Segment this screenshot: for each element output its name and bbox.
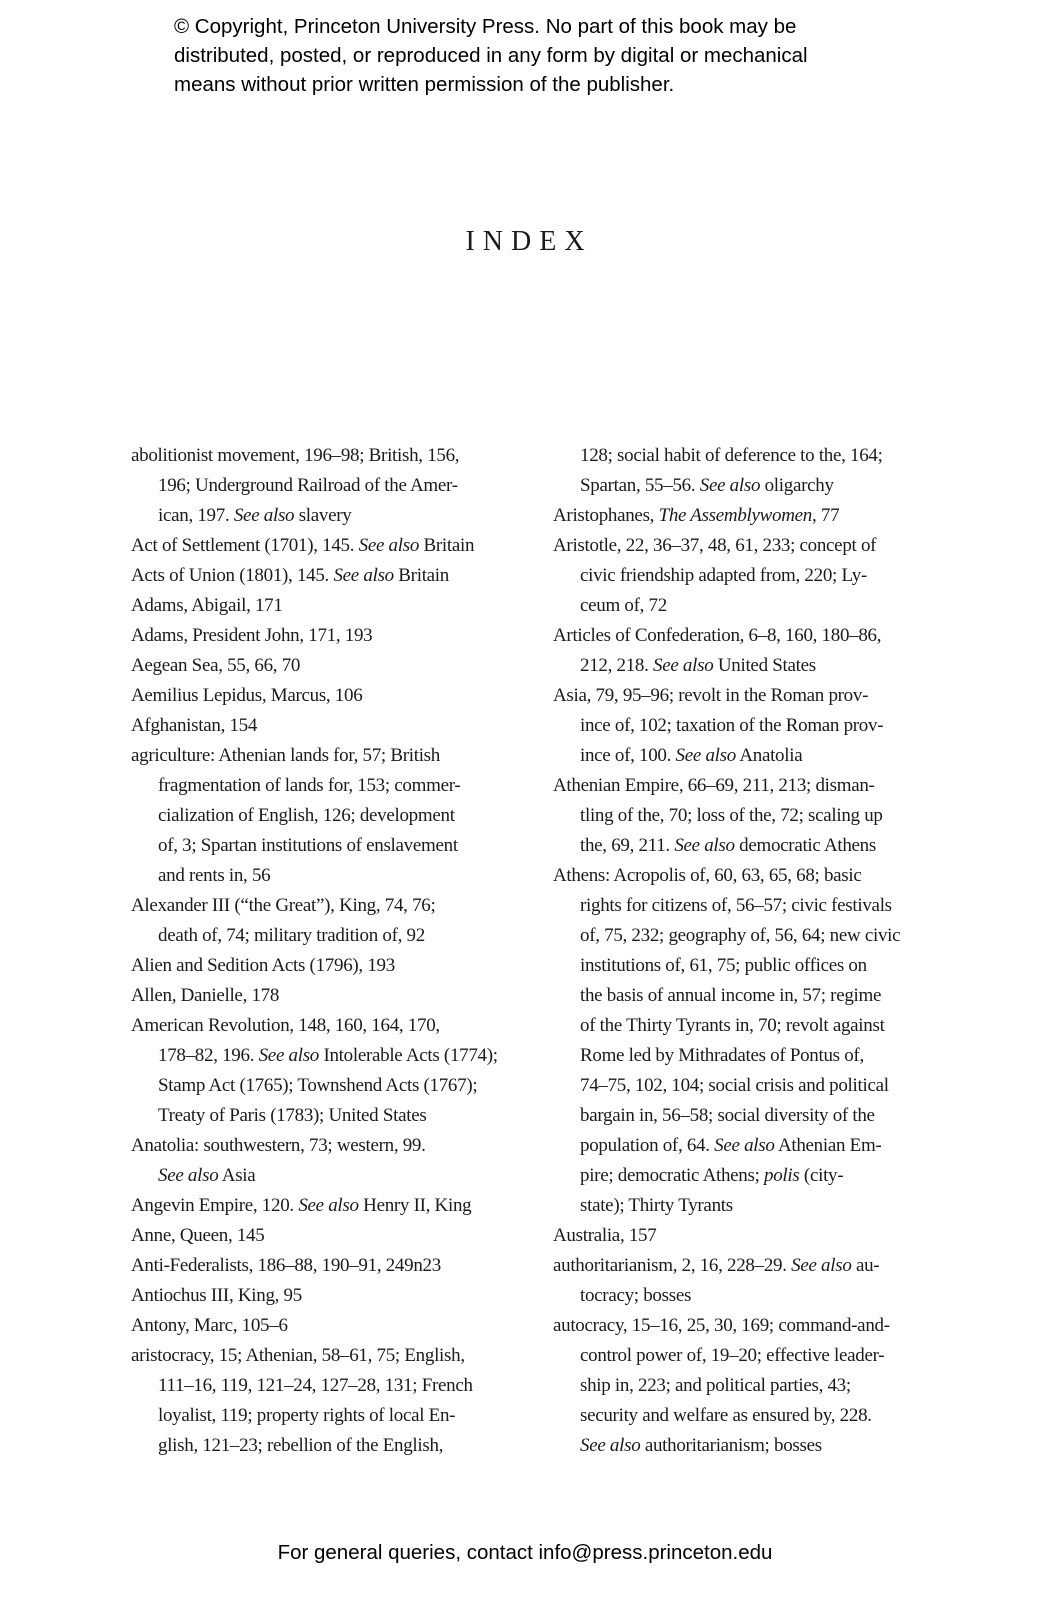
index-entry bbox=[131, 711, 503, 741]
index-entry bbox=[131, 1341, 503, 1461]
index-entry-line: Australia, 157 bbox=[553, 1225, 657, 1246]
index-entry-line: Treaty of Paris (1783); United States bbox=[158, 1105, 427, 1126]
index-entry bbox=[553, 1221, 925, 1251]
index-entry bbox=[131, 891, 503, 951]
index-entry bbox=[131, 1251, 503, 1281]
index-column-left bbox=[131, 441, 503, 1461]
index-entry-line: cialization of English, 126; development bbox=[158, 805, 455, 826]
index-entry-line: Aegean Sea, 55, 66, 70 bbox=[131, 655, 301, 676]
index-entry bbox=[131, 1221, 503, 1251]
index-entry bbox=[553, 1251, 925, 1311]
copyright-line: © Copyright, Princeton University Press. No part of this book may be bbox=[174, 15, 797, 38]
copyright-notice bbox=[174, 12, 808, 99]
index-entry-line: 111–16, 119, 121–24, 127–28, 131; French bbox=[158, 1375, 473, 1396]
index-entry-line: 74–75, 102, 104; social crisis and political bbox=[580, 1075, 889, 1096]
index-entry bbox=[131, 1191, 503, 1221]
index-entry bbox=[131, 1281, 503, 1311]
index-entry-line: tling of the, 70; loss of the, 72; scaling up bbox=[580, 805, 883, 826]
index-entry-line: ince of, 102; taxation of the Roman prov- bbox=[580, 715, 884, 736]
index-entry-line: See also authoritarianism; bosses bbox=[580, 1435, 822, 1456]
index-entry-line: ince of, 100. See also Anatolia bbox=[580, 745, 803, 766]
index-entry-line: Aemilius Lepidus, Marcus, 106 bbox=[131, 685, 363, 706]
index-entry-line: fragmentation of lands for, 153; commer- bbox=[158, 775, 461, 796]
index-entry-line: Acts of Union (1801), 145. See also Britain bbox=[131, 565, 449, 586]
index-entry bbox=[553, 861, 925, 1221]
index-entry bbox=[131, 531, 503, 561]
index-entry-line: 212, 218. See also United States bbox=[580, 655, 816, 676]
index-entry-line: control power of, 19–20; effective leader- bbox=[580, 1345, 885, 1366]
index-entry-line: Anatolia: southwestern, 73; western, 99. bbox=[131, 1135, 426, 1156]
index-entry-line: bargain in, 56–58; social diversity of the bbox=[580, 1105, 875, 1126]
index-entry-line: Alexander III (“the Great”), King, 74, 76; bbox=[131, 895, 436, 916]
index-entry-line: Rome led by Mithradates of Pontus of, bbox=[580, 1045, 864, 1066]
index-entry-line: population of, 64. See also Athenian Em- bbox=[580, 1135, 882, 1156]
index-entry bbox=[553, 621, 925, 681]
index-entry-line: rights for citizens of, 56–57; civic festivals bbox=[580, 895, 892, 916]
index-entry-line: Antony, Marc, 105–6 bbox=[131, 1315, 288, 1336]
page-title: INDEX bbox=[465, 226, 593, 257]
index-entry-line: American Revolution, 148, 160, 164, 170, bbox=[131, 1015, 440, 1036]
index-entry bbox=[131, 591, 503, 621]
index-entry-line: autocracy, 15–16, 25, 30, 169; command-and- bbox=[553, 1315, 890, 1336]
index-entry-line: and rents in, 56 bbox=[158, 865, 271, 886]
index-entry-line: institutions of, 61, 75; public offices on bbox=[580, 955, 867, 976]
index-entry-line: agriculture: Athenian lands for, 57; British bbox=[131, 745, 440, 766]
index-entry-line: Antiochus III, King, 95 bbox=[131, 1285, 302, 1306]
index-entry-line: civic friendship adapted from, 220; Ly- bbox=[580, 565, 867, 586]
index-entry-line: state); Thirty Tyrants bbox=[580, 1195, 733, 1216]
index-entry-line: Aristophanes, The Assemblywomen, 77 bbox=[553, 505, 840, 526]
index-body bbox=[131, 441, 925, 1461]
index-entry-line: of, 3; Spartan institutions of enslavement bbox=[158, 835, 458, 856]
index-entry-line: of the Thirty Tyrants in, 70; revolt against bbox=[580, 1015, 885, 1036]
index-entry-line: Angevin Empire, 120. See also Henry II, King bbox=[131, 1195, 472, 1216]
index-entry-line: Alien and Sedition Acts (1796), 193 bbox=[131, 955, 395, 976]
index-entry bbox=[131, 951, 503, 981]
index-entry-line: Spartan, 55–56. See also oligarchy bbox=[580, 475, 834, 496]
index-entry bbox=[131, 441, 503, 531]
index-entry-line: of, 75, 232; geography of, 56, 64; new civic bbox=[580, 925, 901, 946]
index-entry bbox=[131, 1131, 503, 1191]
index-entry-line: ceum of, 72 bbox=[580, 595, 667, 616]
index-entry bbox=[553, 1311, 925, 1461]
index-entry-line: glish, 121–23; rebellion of the English, bbox=[158, 1435, 444, 1456]
index-entry bbox=[131, 681, 503, 711]
index-entry-line: Athenian Empire, 66–69, 211, 213; disman- bbox=[553, 775, 875, 796]
index-entry bbox=[131, 621, 503, 651]
index-entry-line: Act of Settlement (1701), 145. See also Britain bbox=[131, 535, 475, 556]
index-entry-line: Anti-Federalists, 186–88, 190–91, 249n23 bbox=[131, 1255, 441, 1276]
copyright-line: distributed, posted, or reproduced in any form by digital or mechanical bbox=[174, 44, 808, 67]
index-entry bbox=[131, 1011, 503, 1131]
index-entry-line: Afghanistan, 154 bbox=[131, 715, 258, 736]
index-entry-line: Athens: Acropolis of, 60, 63, 65, 68; basic bbox=[553, 865, 862, 886]
index-entry-line: 128; social habit of deference to the, 164; bbox=[580, 445, 883, 466]
index-entry bbox=[131, 1311, 503, 1341]
index-entry-line: Adams, President John, 171, 193 bbox=[131, 625, 373, 646]
index-entry-line: See also Asia bbox=[158, 1165, 256, 1186]
index-entry bbox=[131, 561, 503, 591]
index-entry bbox=[553, 531, 925, 621]
index-entry-line: tocracy; bosses bbox=[580, 1285, 692, 1306]
index-entry-line: pire; democratic Athens; polis (city- bbox=[580, 1165, 844, 1186]
index-entry bbox=[553, 441, 925, 501]
index-entry-line: abolitionist movement, 196–98; British, 156, bbox=[131, 445, 460, 466]
index-entry-line: Stamp Act (1765); Townshend Acts (1767); bbox=[158, 1075, 478, 1096]
index-entry-line: security and welfare as ensured by, 228. bbox=[580, 1405, 872, 1426]
index-entry-line: Allen, Danielle, 178 bbox=[131, 985, 280, 1006]
index-entry bbox=[553, 501, 925, 531]
index-entry-line: Articles of Confederation, 6–8, 160, 180–86, bbox=[553, 625, 882, 646]
index-column-right bbox=[553, 441, 925, 1461]
index-entry-line: death of, 74; military tradition of, 92 bbox=[158, 925, 425, 946]
index-entry-line: aristocracy, 15; Athenian, 58–61, 75; English, bbox=[131, 1345, 465, 1366]
index-entry-line: loyalist, 119; property rights of local En- bbox=[158, 1405, 456, 1426]
index-entry-line: ican, 197. See also slavery bbox=[158, 505, 352, 526]
index-entry bbox=[131, 981, 503, 1011]
index-entry-line: Aristotle, 22, 36–37, 48, 61, 233; concept of bbox=[553, 535, 877, 556]
index-entry bbox=[131, 741, 503, 891]
page-footer: For general queries, contact info@press.princeton.edu bbox=[277, 1541, 773, 1564]
index-entry-line: Anne, Queen, 145 bbox=[131, 1225, 265, 1246]
index-entry-line: the basis of annual income in, 57; regime bbox=[580, 985, 882, 1006]
index-entry bbox=[553, 771, 925, 861]
index-entry-line: authoritarianism, 2, 16, 228–29. See also au- bbox=[553, 1255, 880, 1276]
index-entry-line: ship in, 223; and political parties, 43; bbox=[580, 1375, 851, 1396]
index-entry bbox=[553, 681, 925, 771]
index-entry-line: Adams, Abigail, 171 bbox=[131, 595, 283, 616]
index-entry-line: Asia, 79, 95–96; revolt in the Roman prov- bbox=[553, 685, 869, 706]
index-entry-line: 178–82, 196. See also Intolerable Acts (1774); bbox=[158, 1045, 498, 1066]
index-entry-line: the, 69, 211. See also democratic Athens bbox=[580, 835, 876, 856]
index-entry-line: 196; Underground Railroad of the Amer- bbox=[158, 475, 458, 496]
copyright-line: means without prior written permission of the publisher. bbox=[174, 73, 675, 96]
index-entry bbox=[131, 651, 503, 681]
